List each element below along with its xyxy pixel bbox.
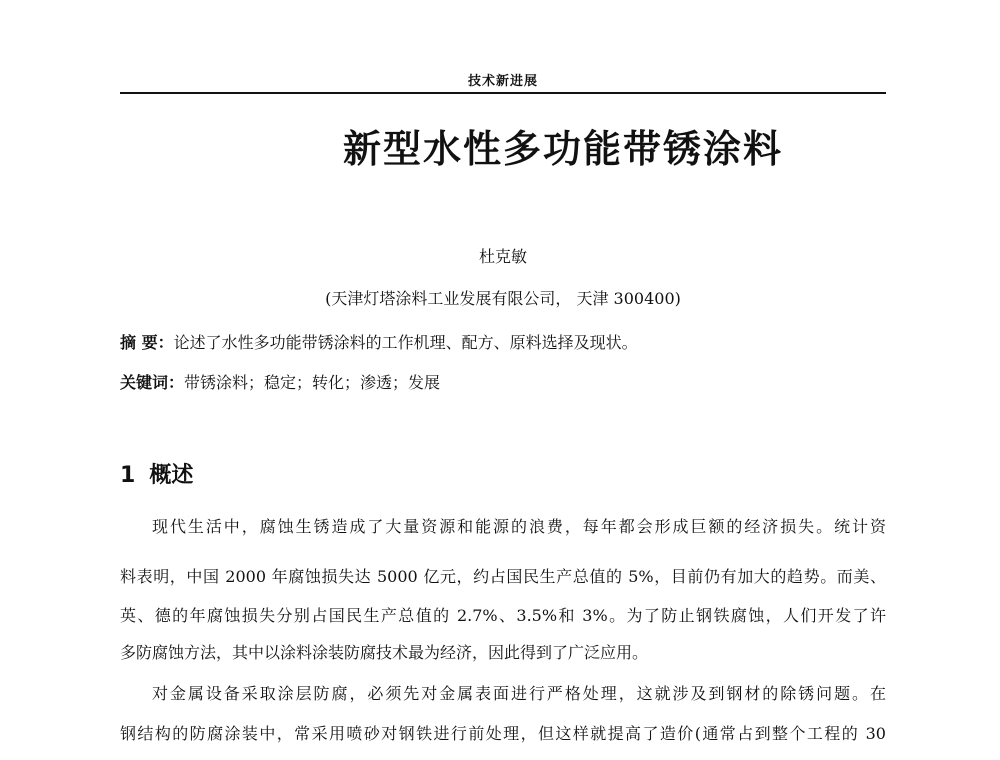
body-line: 英、德的年腐蚀损失分别占国民生产总值的 2.7%、3.5%和 3%。为了防止钢铁腐蚀，人们开发了许 bbox=[120, 606, 886, 625]
body-line: 多防腐蚀方法，其中以涂料涂装防腐技术最为经济，因此得到了广泛应用。 bbox=[120, 643, 649, 662]
article-title: 新型水性多功能带锈涂料 bbox=[342, 127, 783, 171]
keywords-text: 带锈涂料；稳定；转化；渗透；发展 bbox=[184, 373, 441, 392]
abstract bbox=[120, 330, 638, 353]
abstract-label: 摘 要： bbox=[120, 333, 174, 352]
section-title: 概述 bbox=[149, 463, 194, 488]
author-affiliation: (天津灯塔涂料工业发展有限公司， 天津 300400) bbox=[325, 289, 681, 308]
body-line: 现代生活中，腐蚀生锈造成了大量资源和能源的浪费，每年都会形成巨额的经济损失。统计资 bbox=[152, 517, 886, 536]
keywords-label: 关键词： bbox=[120, 373, 185, 392]
header-rule bbox=[120, 92, 886, 94]
section-number: 1 bbox=[120, 463, 136, 488]
section-heading bbox=[120, 458, 193, 489]
body-line: 料表明，中国 2000 年腐蚀损失达 5000 亿元，约占国民生产总值的 5%，目前仍有加大的趋势。而美、 bbox=[120, 567, 886, 586]
running-header: 技术新进展 bbox=[467, 74, 538, 89]
body-line: 对金属设备采取涂层防腐，必须先对金属表面进行严格处理，这就涉及到钢材的除锈问题。在 bbox=[152, 684, 886, 703]
body-line: 钢结构的防腐涂装中，常采用喷砂对钢铁进行前处理，但这样就提高了造价(通常占到整个工程的 30 bbox=[120, 724, 886, 743]
abstract-text: 论述了水性多功能带锈涂料的工作机理、配方、原料选择及现状。 bbox=[173, 333, 638, 352]
author-name: 杜克敏 bbox=[478, 247, 527, 266]
keywords bbox=[120, 370, 440, 393]
